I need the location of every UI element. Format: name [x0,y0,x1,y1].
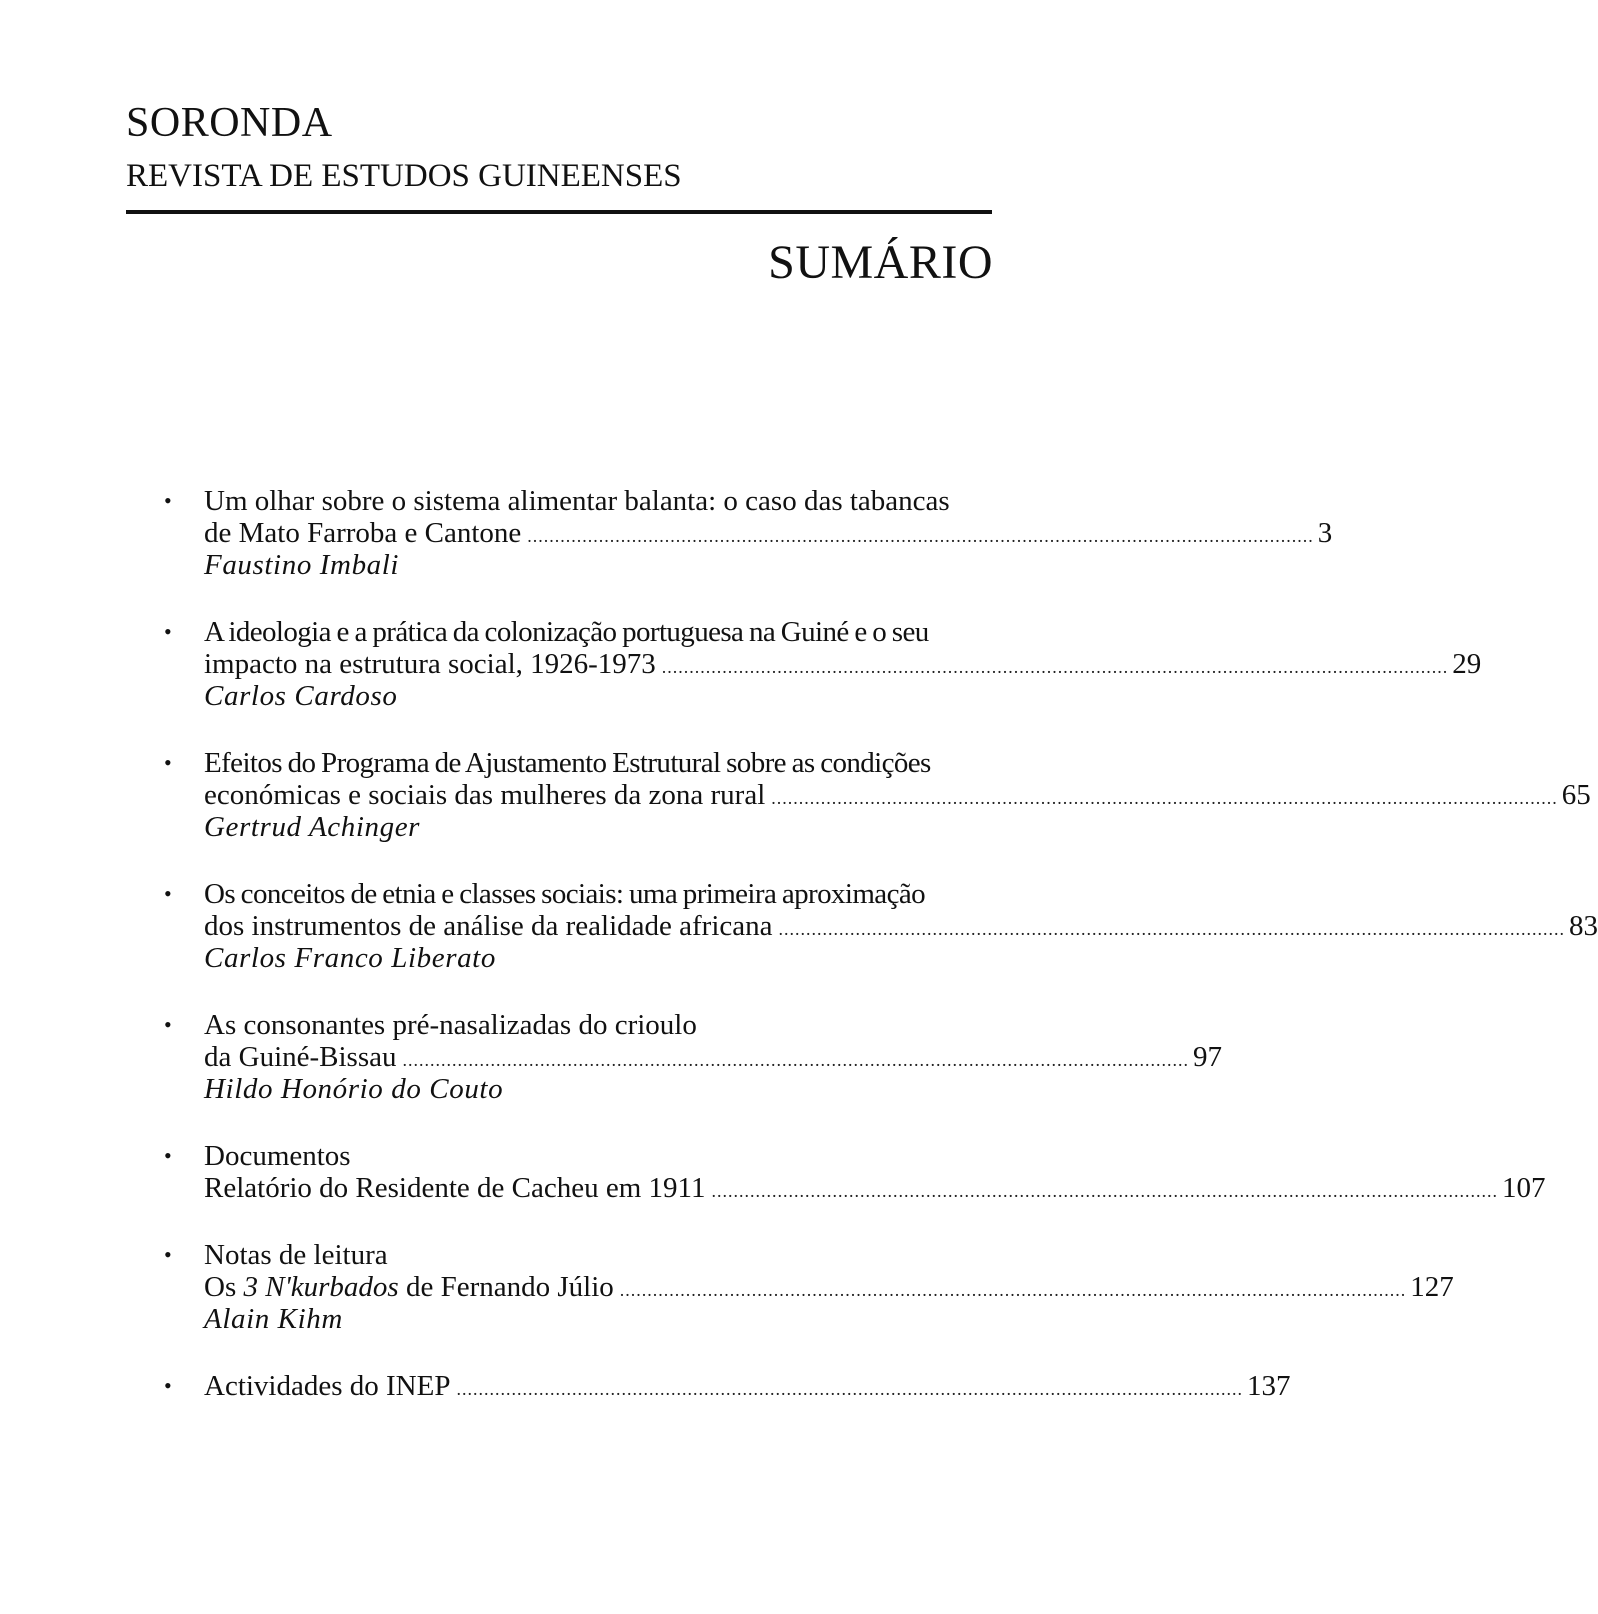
toc-entry [164,616,1482,712]
leader-dots: ............................................................................................................................................... [402,1050,1189,1070]
entry-title-line: Um olhar sobre o sistema alimentar balanta: o caso das tabancas [204,485,950,517]
leader-dots: ............................................................................................................................................... [527,526,1314,546]
toc-entry [164,1140,1546,1204]
entry-title-end: dos instrumentos de análise da realidade africana [204,910,773,942]
entry-author: Gertrud Achinger [204,811,421,843]
entry-title-end [204,1271,614,1303]
entry-title-end: Actividades do INEP [204,1370,451,1402]
entry-title-line: As consonantes pré-nasalizadas do crioulo [204,1009,697,1041]
toc-entry [164,485,1333,581]
entry-title-line: A ideologia e a prática da colonização portuguesa na Guiné e o seu [204,616,929,648]
page-number: 107 [1501,1172,1546,1204]
leader-dots: ............................................................................................................................................... [456,1379,1243,1399]
bullet-icon: • [164,1012,172,1037]
page-number: 83 [1569,910,1598,942]
toc-entry [164,747,1591,843]
entry-title-line-with-page [204,1370,1291,1402]
entry-title-line-with-page [204,1041,1222,1073]
leader-dots: ............................................................................................................................................... [771,788,1558,808]
leader-dots: ............................................................................................................................................... [661,657,1449,677]
entry-title-line-with-page [204,910,1598,942]
entry-title-line: Efeitos do Programa de Ajustamento Estrutural sobre as condições [204,747,931,779]
page-number: 137 [1246,1370,1291,1402]
bullet-icon: • [164,1242,172,1267]
entry-author: Carlos Franco Liberato [204,942,496,974]
toc-heading: SUMÁRIO [768,236,993,289]
entry-title-line-with-page [204,517,1333,549]
entry-title-end: impacto na estrutura social, 1926-1973 [204,648,656,680]
entry-title-prefix: Os [204,1271,244,1303]
entry-author: Carlos Cardoso [204,680,398,712]
entry-title-line-with-page [204,1271,1454,1303]
entry-title-line: Documentos [204,1140,351,1172]
page-number: 97 [1193,1041,1222,1073]
leader-dots: ............................................................................................................................................... [778,919,1565,939]
toc-entry [164,878,1598,974]
table-of-contents [164,485,1598,1437]
entry-author: Faustino Imbali [204,549,400,581]
entry-title-suffix: de Fernando Júlio [398,1271,614,1303]
toc-entry [164,1370,1291,1402]
entry-title-line-with-page [204,1172,1546,1204]
entry-title-end: da Guiné-Bissau [204,1041,397,1073]
journal-title: SORONDA [126,100,333,146]
entry-title-end: económicas e sociais das mulheres da zona rural [204,779,766,811]
bullet-icon: • [164,1373,172,1398]
page-number: 29 [1452,648,1482,680]
journal-subtitle: REVISTA DE ESTUDOS GUINEENSES [126,158,682,194]
toc-entry [164,1239,1454,1335]
entry-author: Hildo Honório do Couto [204,1073,504,1105]
bullet-icon: • [164,1143,172,1168]
entry-title-end: de Mato Farroba e Cantone [204,517,522,549]
header-rule [126,210,992,214]
entry-title-line: Notas de leitura [204,1239,388,1271]
entry-author: Alain Kihm [204,1303,343,1335]
leader-dots: ............................................................................................................................................... [619,1280,1407,1300]
bullet-icon: • [164,750,172,775]
bullet-icon: • [164,881,172,906]
bullet-icon: • [164,488,172,513]
page-number: 127 [1410,1271,1454,1303]
entry-title-line: Os conceitos de etnia e classes sociais: uma primeira aproximação [204,878,926,910]
leader-dots: ............................................................................................................................................... [711,1181,1498,1201]
entry-title-end: Relatório do Residente de Cacheu em 1911 [204,1172,706,1204]
entry-title-line-with-page [204,648,1482,680]
entry-title-italic: 3 N'kurbados [243,1271,399,1303]
page-number: 65 [1561,779,1591,811]
bullet-icon: • [164,619,172,644]
toc-entry [164,1009,1222,1105]
page-number: 3 [1317,517,1333,549]
entry-title-line-with-page [204,779,1591,811]
